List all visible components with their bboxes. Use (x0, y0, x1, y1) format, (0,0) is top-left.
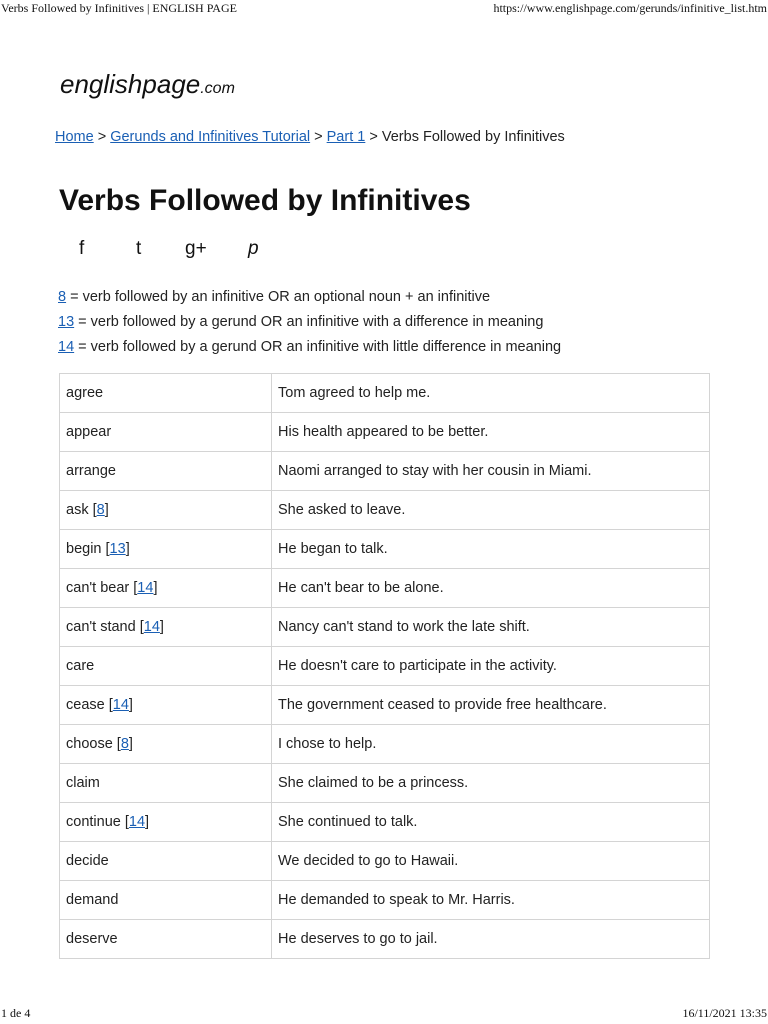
verb-cell: ask [8] (60, 491, 272, 530)
table-row (60, 842, 710, 881)
site-logo[interactable] (60, 69, 235, 100)
verb-cell: cease [14] (60, 686, 272, 725)
pinterest-share-icon[interactable]: p (248, 238, 259, 259)
verb-cell: continue [14] (60, 803, 272, 842)
example-sentence: His health appeared to be better. (272, 413, 710, 452)
verb-text: care (66, 658, 95, 674)
verb-cell (60, 452, 272, 491)
table-row (60, 491, 710, 530)
table-row (60, 881, 710, 920)
verb-reference-link[interactable]: 8 (96, 502, 105, 518)
verb-text: choose (66, 736, 113, 752)
table-row (60, 647, 710, 686)
logo-name: englishpage (60, 69, 201, 99)
legend-text: = verb followed by a gerund OR an infinitive with a difference in meaning (74, 314, 544, 330)
verb-text: arrange (66, 463, 116, 479)
verb-text: demand (66, 892, 119, 908)
verb-cell: begin [13] (60, 530, 272, 569)
verb-reference-link[interactable]: 14 (112, 697, 129, 713)
table-row (60, 608, 710, 647)
breadcrumb-current: Verbs Followed by Infinitives (381, 129, 565, 145)
breadcrumb-home-link[interactable]: Home (55, 129, 94, 145)
verb-text: ask (66, 502, 89, 518)
verb-cell (60, 920, 272, 959)
verb-cell (60, 842, 272, 881)
example-sentence: The government ceased to provide free healthcare. (272, 686, 710, 725)
verb-text: can't stand (66, 619, 136, 635)
verb-cell (60, 413, 272, 452)
breadcrumb-separator: > (97, 129, 107, 145)
verb-reference-link[interactable]: 14 (143, 619, 160, 635)
verb-cell: choose [8] (60, 725, 272, 764)
example-sentence: She asked to leave. (272, 491, 710, 530)
verb-cell: can't stand [14] (60, 608, 272, 647)
table-row (60, 530, 710, 569)
table-row (60, 803, 710, 842)
verb-reference-link[interactable]: 8 (120, 736, 129, 752)
print-datetime: 16/11/2021 13:35 (682, 1006, 767, 1020)
print-header (1, 1, 767, 17)
googleplus-share-icon[interactable]: g+ (185, 238, 207, 259)
example-sentence: Tom agreed to help me. (272, 374, 710, 413)
verb-text: claim (66, 775, 100, 791)
table-row (60, 413, 710, 452)
example-sentence: She claimed to be a princess. (272, 764, 710, 803)
breadcrumb (55, 129, 565, 145)
print-header-url: https://www.englishpage.com/gerunds/infinitive_list.htm (493, 1, 767, 15)
verb-text: begin (66, 541, 102, 557)
verb-reference-link[interactable]: 13 (109, 541, 126, 557)
example-sentence: Nancy can't stand to work the late shift. (272, 608, 710, 647)
verb-text: appear (66, 424, 112, 440)
legend-item (58, 310, 561, 335)
breadcrumb-separator: > (314, 129, 323, 145)
legend-item (58, 335, 561, 360)
legend-text: = verb followed by an infinitive OR an optional noun + an infinitive (66, 289, 491, 305)
verb-text: deserve (66, 931, 118, 947)
print-footer (1, 1006, 767, 1022)
page-title: Verbs Followed by Infinitives (59, 184, 471, 217)
example-sentence: He deserves to go to jail. (272, 920, 710, 959)
verb-text: cease (66, 697, 105, 713)
breadcrumb-part-link[interactable]: Part 1 (326, 129, 366, 145)
verb-cell (60, 647, 272, 686)
table-row (60, 374, 710, 413)
example-sentence: We decided to go to Hawaii. (272, 842, 710, 881)
example-sentence: I chose to help. (272, 725, 710, 764)
verb-reference-link[interactable]: 14 (137, 580, 154, 596)
verb-cell (60, 764, 272, 803)
table-row (60, 569, 710, 608)
example-sentence: He began to talk. (272, 530, 710, 569)
example-sentence: He can't bear to be alone. (272, 569, 710, 608)
table-row (60, 764, 710, 803)
logo-suffix: .com (200, 80, 235, 97)
example-sentence: Naomi arranged to stay with her cousin in Miami. (272, 452, 710, 491)
verb-text: decide (66, 853, 109, 869)
example-sentence: He demanded to speak to Mr. Harris. (272, 881, 710, 920)
verb-text: continue (66, 814, 121, 830)
table-row (60, 686, 710, 725)
legend-number-link[interactable]: 8 (58, 289, 67, 305)
table-row (60, 452, 710, 491)
legend-text: = verb followed by a gerund OR an infinitive with little difference in meaning (74, 339, 562, 355)
verb-reference-link[interactable]: 14 (128, 814, 146, 830)
verbs-table (59, 373, 710, 959)
example-sentence: He doesn't care to participate in the activity. (272, 647, 710, 686)
example-sentence: She continued to talk. (272, 803, 710, 842)
verb-text: can't bear (66, 580, 130, 596)
legend (58, 285, 561, 360)
verb-cell: can't bear [14] (60, 569, 272, 608)
legend-number-link[interactable]: 14 (58, 339, 75, 355)
verb-text: agree (66, 385, 104, 401)
legend-item (58, 285, 561, 310)
breadcrumb-tutorial-link[interactable]: Gerunds and Infinitives Tutorial (110, 129, 311, 145)
page-number: 1 de 4 (1, 1006, 31, 1020)
twitter-share-icon[interactable]: t (136, 238, 142, 259)
legend-number-link[interactable]: 13 (58, 314, 75, 330)
verb-cell (60, 881, 272, 920)
table-row (60, 920, 710, 959)
breadcrumb-separator: > (369, 129, 378, 145)
verb-cell (60, 374, 272, 413)
facebook-share-icon[interactable]: f (79, 238, 85, 259)
print-header-title: Verbs Followed by Infinitives | ENGLISH PAGE (1, 1, 237, 15)
table-row (60, 725, 710, 764)
